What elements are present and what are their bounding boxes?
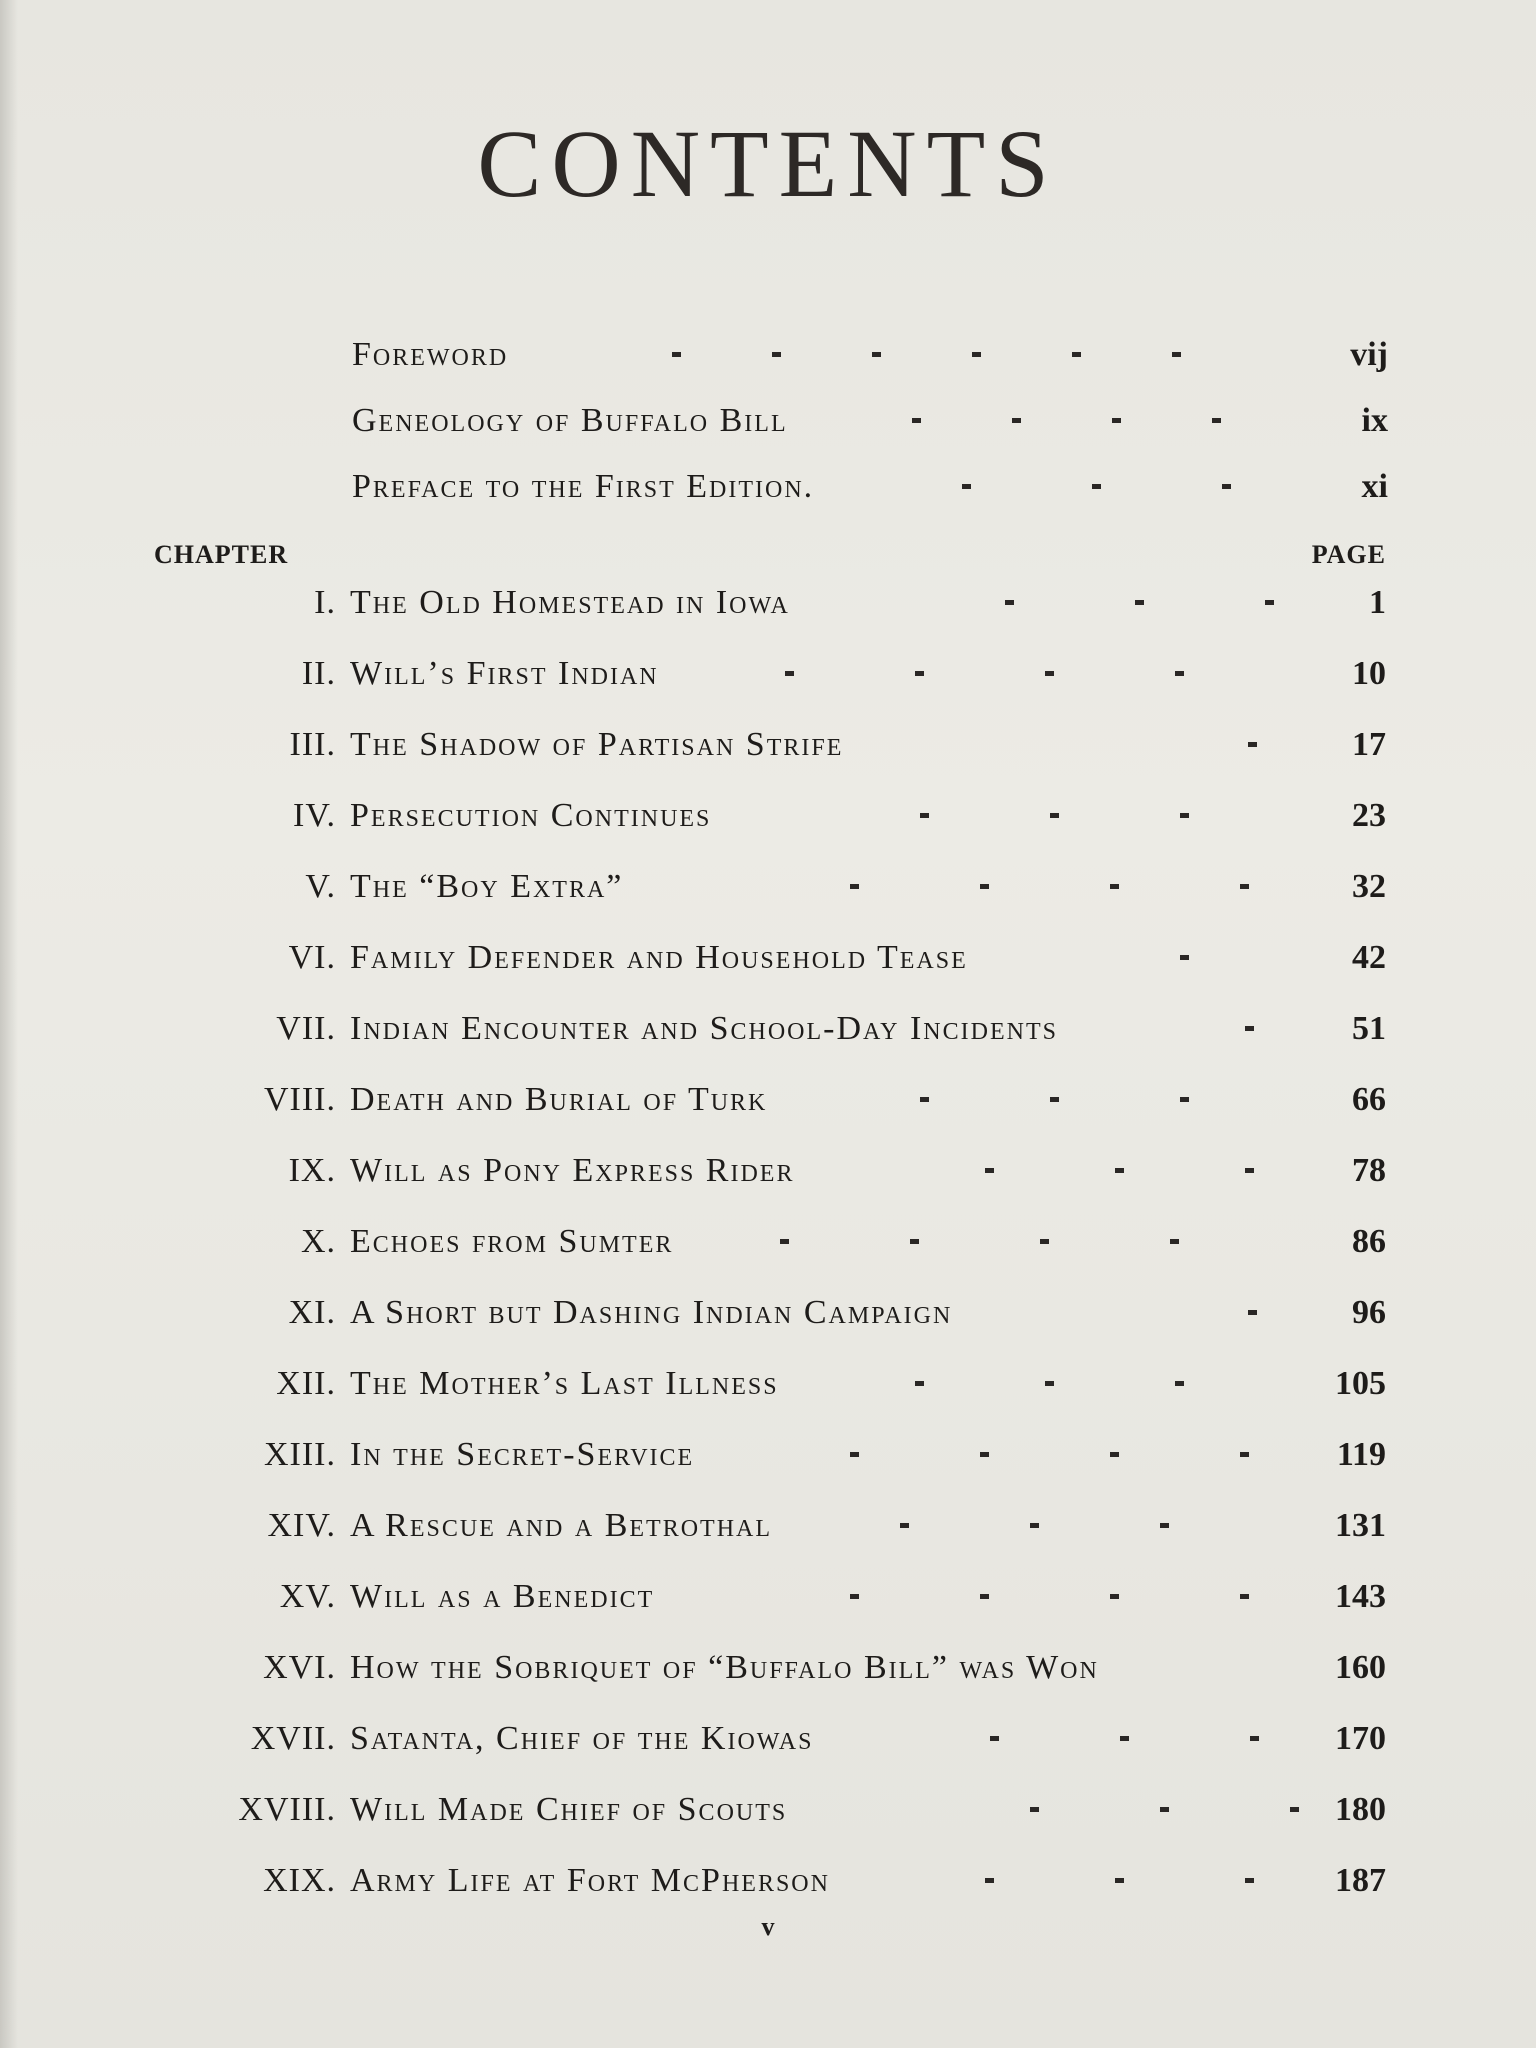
chapter-page: 187 [1335,1862,1386,1899]
chapter-page: 1 [1369,584,1386,621]
chapter-title: How the Sobriquet of “Buffalo Bill” was Won [350,1649,1099,1686]
chapter-title: The Mother’s Last Illness [350,1365,779,1402]
page-column-header: PAGE [1311,540,1386,569]
chapter-title: Satanta, Chief of the Kiowas [350,1720,814,1757]
toc-row [150,1578,1386,1638]
chapter-number: VI. [288,939,336,976]
toc-row [150,1223,1386,1283]
toc-row [150,655,1386,715]
chapter-page: 66 [1352,1081,1386,1118]
chapter-title: The “Boy Extra” [350,868,624,905]
chapter-column-header: CHAPTER [154,540,289,569]
toc-row [150,1791,1386,1851]
chapter-number: V. [305,868,336,905]
chapter-title: Death and Burial of Turk [350,1081,768,1118]
toc-row [150,726,1386,786]
chapter-number: XVII. [250,1720,336,1757]
page-folio: v [761,1912,775,1941]
page-title: CONTENTS [477,110,1059,217]
chapter-number: III. [289,726,336,763]
toc-row [150,939,1386,999]
front-matter-page: xi [1361,468,1388,505]
chapter-title: The Old Homestead in Iowa [350,584,790,621]
chapter-number: I. [314,584,336,621]
chapter-title: Army Life at Fort McPherson [350,1862,830,1899]
chapter-number: XI. [288,1294,336,1331]
front-matter-title: Foreword [352,336,509,373]
chapter-number: II. [301,655,336,692]
chapter-page: 180 [1335,1791,1386,1828]
chapter-page: 119 [1336,1436,1386,1473]
chapter-page: 42 [1352,939,1386,976]
chapter-title: Will’s First Indian [350,655,659,692]
chapter-number: XVIII. [238,1791,336,1828]
toc-row [150,1507,1386,1567]
chapter-number: XVI. [263,1649,336,1686]
chapter-number: X. [300,1223,336,1260]
chapter-number: XIII. [263,1436,336,1473]
chapter-title: Indian Encounter and School-Day Incidents [350,1010,1058,1047]
chapter-page: 96 [1352,1294,1386,1331]
toc-row [150,868,1386,928]
chapter-number: XV. [279,1578,336,1615]
toc-row [150,1294,1386,1354]
front-matter-item [352,468,1388,524]
chapter-title: Will as a Benedict [350,1578,655,1615]
chapter-number: VIII. [263,1081,336,1118]
chapter-page: 78 [1352,1152,1386,1189]
toc-row [150,797,1386,857]
chapter-number: XIX. [263,1862,336,1899]
chapter-page: 170 [1335,1720,1386,1757]
chapter-number: XIV. [267,1507,336,1544]
front-matter-title: Geneology of Buffalo Bill [352,402,788,439]
chapter-number: IX. [288,1152,336,1189]
chapter-page: 10 [1352,655,1386,692]
front-matter-page: vij [1350,336,1388,373]
chapter-title: Will as Pony Express Rider [350,1152,795,1189]
chapter-page: 131 [1335,1507,1386,1544]
toc-row [150,1436,1386,1496]
chapter-page: 86 [1352,1223,1386,1260]
toc-row [150,584,1386,644]
chapter-page: 105 [1335,1365,1386,1402]
front-matter-item [352,336,1388,392]
chapter-page: 160 [1335,1649,1386,1686]
chapter-page: 143 [1335,1578,1386,1615]
chapter-title: Echoes from Sumter [350,1223,674,1260]
chapter-page: 23 [1352,797,1386,834]
chapter-number: VII. [276,1010,336,1047]
chapter-page: 17 [1352,726,1386,763]
front-matter-item [352,402,1388,458]
toc-row [150,1152,1386,1212]
chapter-title: The Shadow of Partisan Strife [350,726,844,763]
chapter-number: XII. [276,1365,336,1402]
front-matter-title: Preface to the First Edition. [352,468,815,505]
toc-row [150,1649,1386,1709]
chapter-title: Family Defender and Household Tease [350,939,968,976]
toc-row [150,1081,1386,1141]
toc-row [150,1720,1386,1780]
chapter-title: Will Made Chief of Scouts [350,1791,788,1828]
toc-row [150,1010,1386,1070]
chapter-title: In the Secret-Service [350,1436,695,1473]
toc-row [150,1365,1386,1425]
chapter-page: 51 [1352,1010,1386,1047]
front-matter-page: ix [1361,402,1388,439]
chapter-title: A Rescue and a Betrothal [350,1507,773,1544]
chapter-page: 32 [1352,868,1386,905]
chapter-title: Persecution Continues [350,797,712,834]
chapter-number: IV. [293,797,336,834]
chapter-title: A Short but Dashing Indian Campaign [350,1294,953,1331]
